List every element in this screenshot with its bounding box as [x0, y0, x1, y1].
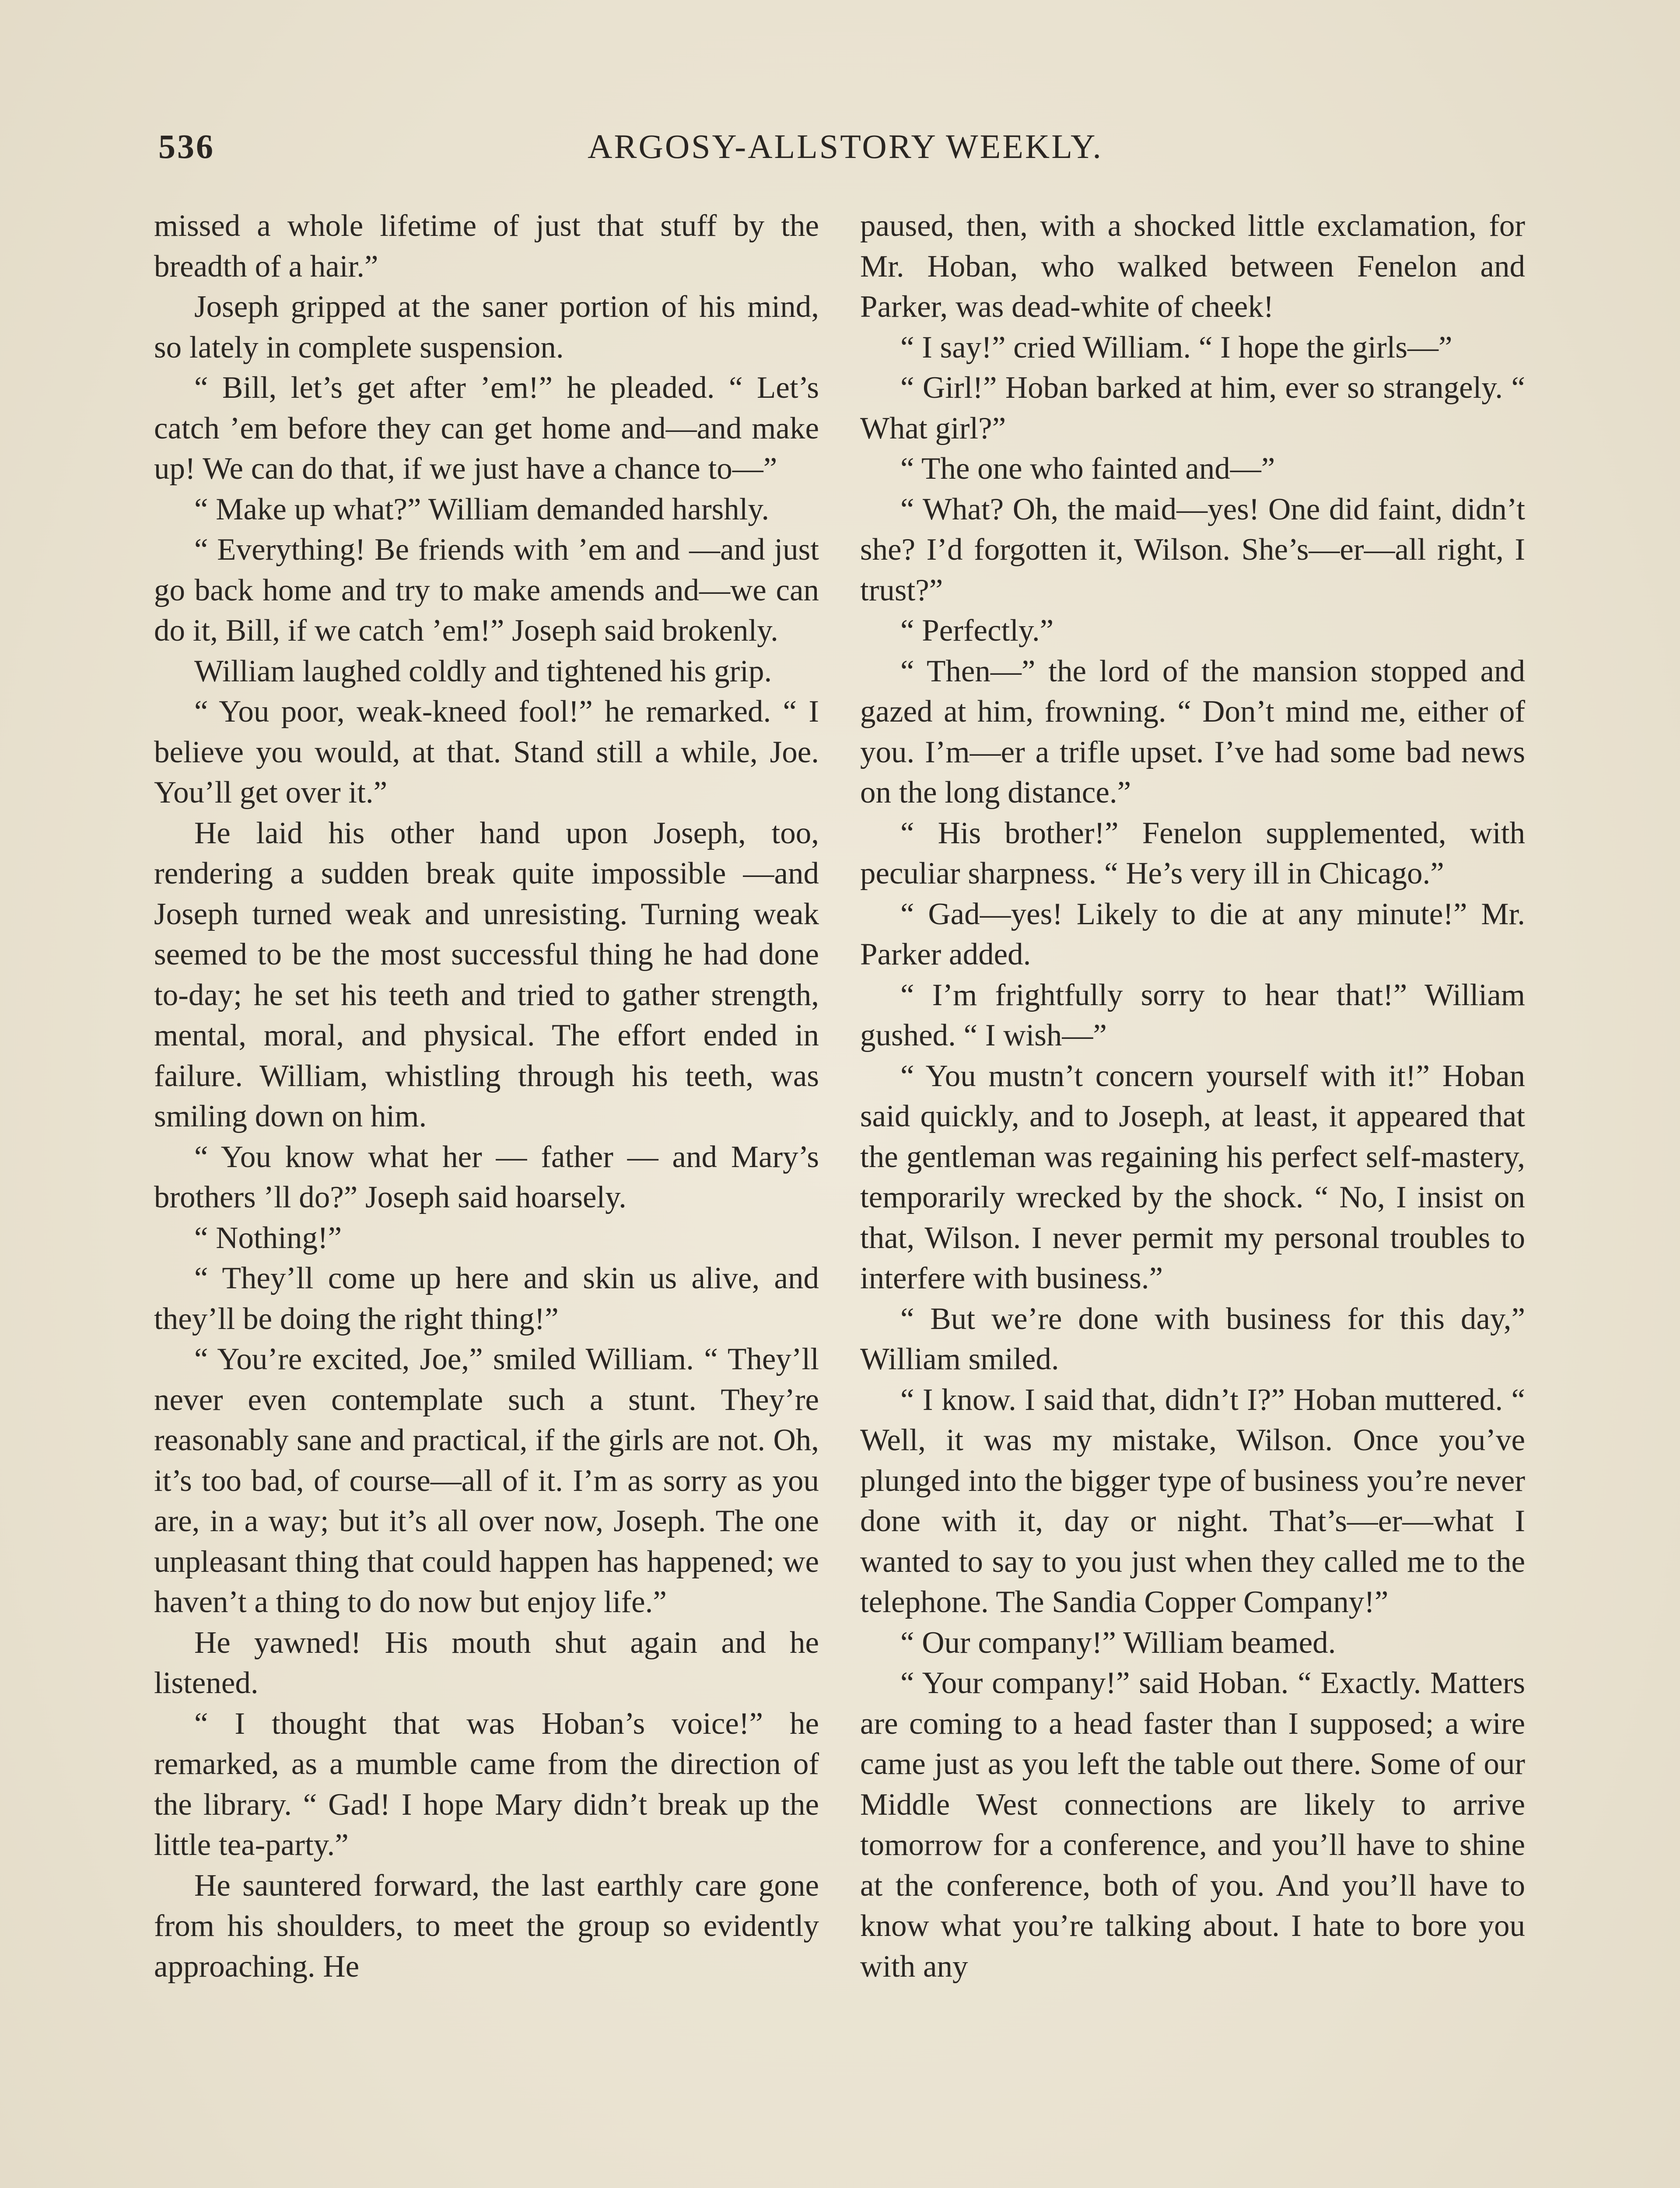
paragraph: He sauntered forward, the last earthly care gone from his shoulders, to meet the group so evidently approaching. He — [154, 1868, 819, 1984]
page-header — [158, 127, 1532, 175]
left-column — [154, 206, 819, 1987]
paragraph: “ I say!” cried William. “ I hope the girls—” — [900, 330, 1452, 365]
paragraph: “ Make up what?” William demanded harshly. — [194, 492, 770, 526]
paragraph: “ I’m frightfully sorry to hear that!” William gushed. “ I wish—” — [860, 978, 1525, 1052]
paragraph: “ You poor, weak-kneed fool!” he remarked. “ I believe you would, at that. Stand still a while, Joe. You’ll get over it.” — [154, 694, 819, 810]
paragraph: “ They’ll come up here and skin us alive, and they’ll be doing the right thing!” — [154, 1261, 819, 1336]
paragraph: “ Then—” the lord of the mansion stopped and gazed at him, frowning. “ Don’t mind me, either of you. I’m—er a trifle upset. I’ve had some bad news on the long distance.” — [860, 654, 1525, 810]
paragraph: “ What? Oh, the maid—yes! One did faint, didn’t she? I’d forgotten it, Wilson. She’s—er—all right, I trust?” — [860, 492, 1525, 607]
running-title: ARGOSY-ALLSTORY WEEKLY. — [588, 127, 1103, 165]
right-column — [860, 206, 1525, 1987]
paragraph: “ You know what her — father — and Mary’s brothers ’ll do?” Joseph said hoarsely. — [154, 1140, 819, 1214]
paragraph: “ You mustn’t concern yourself with it!” Hoban said quickly, and to Joseph, at least, it appeared that the gentleman was regaining his perfect self-mastery, temporarily wrecked by the shock. “ No, I insist on that, Wilson. I never permit my personal troubles to interfere with business.” — [860, 1059, 1525, 1295]
paragraph: “ His brother!” Fenelon supplemented, with peculiar sharpness. “ He’s very ill in Chicago.” — [860, 816, 1525, 891]
paragraph: “ I thought that was Hoban’s voice!” he remarked, as a mumble came from the direction of the library. “ Gad! I hope Mary didn’t break up the little tea-party.” — [154, 1706, 819, 1862]
paragraph: “ Your company!” said Hoban. “ Exactly. Matters are coming to a head faster than I supposed; a wire came just as you left the table out there. Some of our Middle West connections are likely to arrive tomorrow for a conference, and you’ll have to shine at the conference, both of you. And you’ll have to know what you’re talking about. I hate to bore you with any — [860, 1666, 1525, 1984]
paragraph: “ The one who fainted and—” — [900, 452, 1275, 486]
paragraph: “ I know. I said that, didn’t I?” Hoban muttered. “ Well, it was my mistake, Wilson. Once you’ve plunged into the bigger type of business you’re never done with it, day or night. That’s—er—what I wanted to say to you just when they called me to the telephone. The Sandia Copper Company!” — [860, 1382, 1525, 1619]
paragraph: “ Everything! Be friends with ’em and —and just go back home and try to make amends and—we can do it, Bill, if we catch ’em!” Joseph said brokenly. — [154, 533, 819, 648]
paragraph: He laid his other hand upon Joseph, too, rendering a sudden break quite impossible —and Joseph turned weak and unresisting. Turning weak seemed to be the most successful thing he had done to-day; he set his teeth and tried to gather strength, mental, moral, and physical. The effort ended in failure. William, whistling through his teeth, was smiling down on him. — [154, 816, 819, 1133]
paragraph: missed a whole lifetime of just that stuff by the breadth of a hair.” — [154, 209, 819, 284]
paragraph: “ Perfectly.” — [900, 614, 1054, 648]
paragraph: “ Our company!” William beamed. — [900, 1625, 1336, 1660]
paragraph: “ Bill, let’s get after ’em!” he pleaded. “ Let’s catch ’em before they can get home and—and make up! We can do that, if we just have a chance to—” — [154, 371, 819, 486]
paragraph: “ Gad—yes! Likely to die at any minute!” Mr. Parker added. — [860, 897, 1525, 971]
paragraph: “ Nothing!” — [194, 1220, 342, 1255]
paragraph: William laughed coldly and tightened his grip. — [194, 654, 772, 688]
paragraph: “ Girl!” Hoban barked at him, ever so strangely. “ What girl?” — [860, 371, 1525, 445]
paragraph: He yawned! His mouth shut again and he listened. — [154, 1625, 819, 1700]
page-number: 536 — [158, 127, 215, 165]
paragraph: paused, then, with a shocked little exclamation, for Mr. Hoban, who walked between Fenelon and Parker, was dead-white of cheek! — [860, 209, 1525, 324]
paragraph: “ But we’re done with business for this day,” William smiled. — [860, 1301, 1525, 1376]
paragraph: “ You’re excited, Joe,” smiled William. “ They’ll never even contemplate such a stunt. They’re reasonably sane and practical, if the girls are not. Oh, it’s too bad, of course—all of it. I’m as sorry as you are, in a way; but it’s all over now, Joseph. The one unpleasant thing that could happen has happened; we haven’t a thing to do now but enjoy life.” — [154, 1342, 819, 1619]
paragraph: Joseph gripped at the saner portion of his mind, so lately in complete suspension. — [154, 290, 819, 365]
